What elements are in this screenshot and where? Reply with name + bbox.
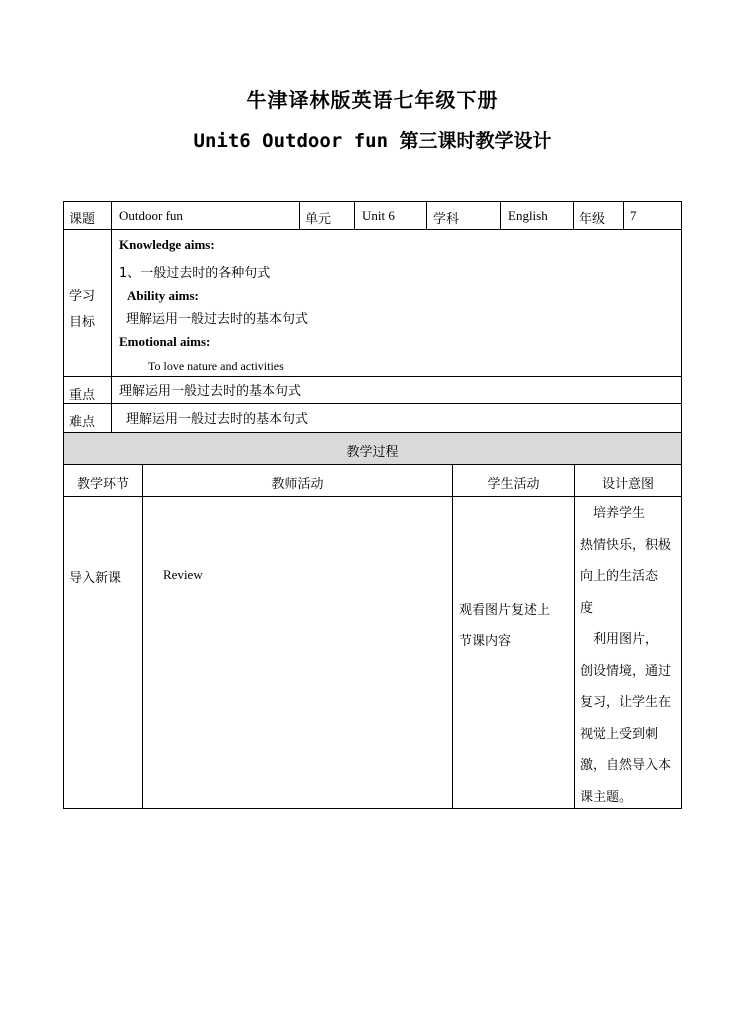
row-student-text-line2: 节课内容 (459, 634, 512, 649)
subject-value: English (508, 208, 548, 223)
document-title: 牛津译林版英语七年级下册 (246, 88, 499, 112)
design-line: 课主题。 (580, 789, 633, 805)
goals-label-line1: 学习 (69, 289, 96, 304)
row-student-cell (452, 496, 575, 809)
row-design-text (580, 498, 678, 813)
unit-value: Unit 6 (362, 208, 395, 223)
design-line: 度 (580, 600, 594, 616)
design-line: 创设情境，通过 (580, 663, 672, 679)
design-line: 热情快乐，积极 (580, 537, 672, 553)
design-line: 培养学生 (580, 506, 646, 521)
ability-aims-item: 理解运用一般过去时的基本句式 (126, 312, 309, 327)
design-line: 激，自然导入本 (580, 758, 672, 773)
emotional-aims-item: To love nature and activities (148, 359, 284, 373)
row-teacher-cell (142, 496, 453, 809)
key-label: 重点 (69, 388, 96, 403)
row-student-text-line1: 观看图片复述上 (459, 603, 551, 618)
emotional-aims-heading: Emotional aims: (119, 334, 211, 349)
col-design-header: 设计意图 (601, 477, 654, 492)
knowledge-aims-item: 1、一般过去时的各种句式 (119, 266, 271, 281)
topic-value: Outdoor fun (119, 208, 183, 223)
goals-label-line2: 目标 (69, 315, 96, 330)
grade-label: 年级 (579, 212, 606, 227)
col-student-header: 学生活动 (487, 477, 540, 492)
difficulty-label: 难点 (69, 415, 96, 430)
topic-label: 课题 (69, 212, 96, 227)
design-line: 复习，让学生在 (580, 695, 672, 710)
grade-value: 7 (630, 208, 637, 223)
design-line: 向上的生活态 (580, 569, 659, 584)
col-teacher-header: 教师活动 (271, 477, 324, 492)
ability-aims-heading: Ability aims: (127, 288, 199, 303)
subject-label: 学科 (433, 212, 460, 227)
row-stage-cell (63, 496, 143, 809)
col-stage-header: 教学环节 (76, 477, 129, 492)
knowledge-aims-heading: Knowledge aims: (119, 237, 215, 252)
row-teacher-text: Review (163, 567, 203, 582)
unit-label: 单元 (305, 212, 332, 227)
key-value: 理解运用一般过去时的基本句式 (119, 384, 302, 399)
process-section-title: 教学过程 (346, 445, 399, 460)
row-stage-text: 导入新课 (69, 571, 122, 586)
design-line: 利用图片， (580, 632, 659, 647)
design-line: 视觉上受到刺 (580, 726, 659, 742)
document-subtitle: Unit6 Outdoor fun 第三课时教学设计 (193, 130, 552, 152)
difficulty-value: 理解运用一般过去时的基本句式 (126, 412, 309, 427)
